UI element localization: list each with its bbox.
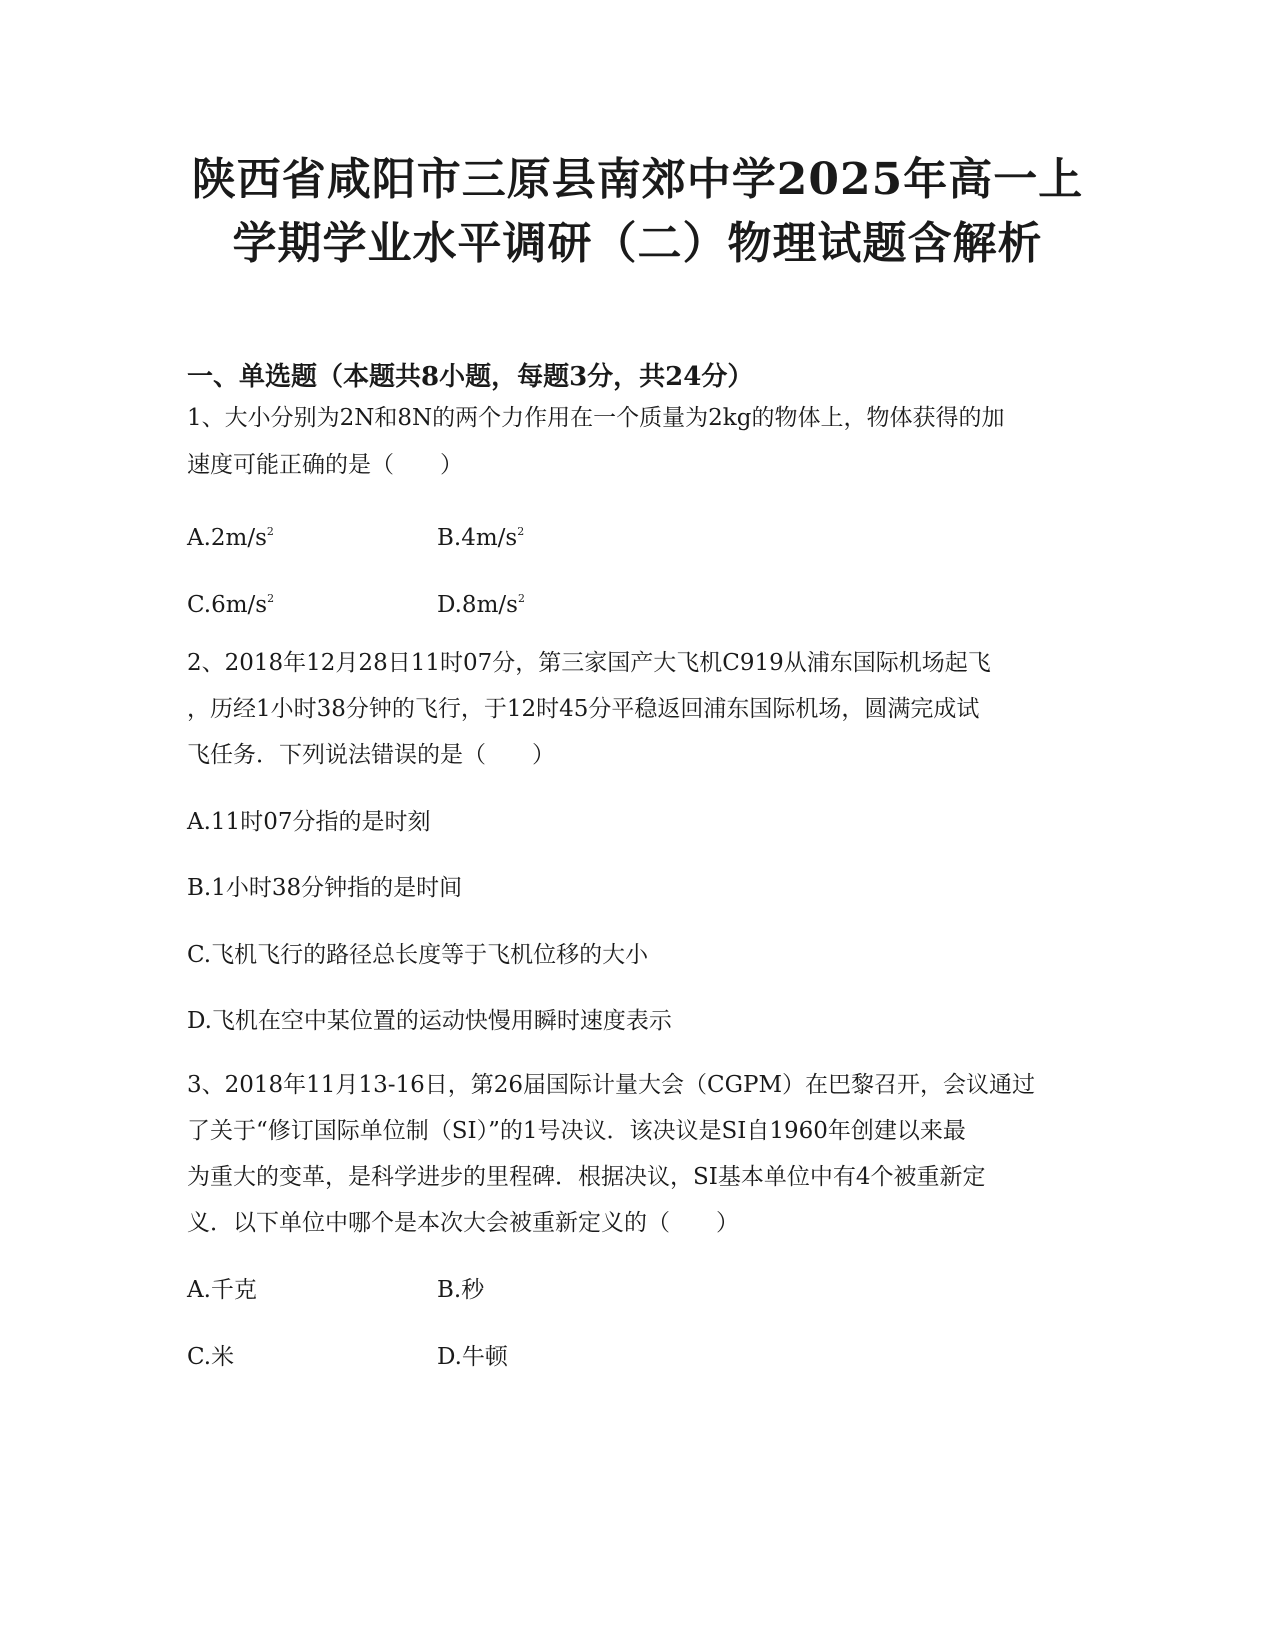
title-line-1: 陕西省咸阳市三原县南郊中学2025年高一上 <box>191 154 1084 205</box>
q2-option-c: C.飞机飞行的路径总长度等于飞机位移的大小 <box>187 942 649 968</box>
q2-stem-line-2: ，历经1小时38分钟的飞行，于12时45分平稳返回浦东国际机场，圆满完成试 <box>187 696 980 722</box>
q3-option-c: C.米 <box>187 1344 235 1370</box>
q3-stem-line-3: 为重大的变革，是科学进步的里程碑．根据决议，SI基本单位中有4个被重新定 <box>187 1164 986 1190</box>
q1-option-b-exp: 2 <box>517 525 525 538</box>
q2-option-b: B.1小时38分钟指的是时间 <box>187 875 463 901</box>
q3-stem-line-4: 义．以下单位中哪个是本次大会被重新定义的（ ） <box>187 1210 739 1236</box>
q2-stem-line-3: 飞任务．下列说法错误的是（ ） <box>187 742 555 768</box>
q1-option-d-text: D.8m/s <box>437 592 518 618</box>
q1-option-a <box>187 517 274 553</box>
q3-stem-line-1: 3、2018年11月13-16日，第26届国际计量大会（CGPM）在巴黎召开，会议通过 <box>187 1072 1036 1098</box>
q1-option-b-text: B.4m/s <box>437 525 518 551</box>
q3-option-b: B.秒 <box>437 1277 485 1303</box>
q1-option-c-exp: 2 <box>267 592 275 605</box>
q3-option-d: D.牛顿 <box>437 1344 508 1370</box>
q1-option-c-text: C.6m/s <box>187 592 268 618</box>
document-title <box>0 148 1275 276</box>
q2-option-d: D.飞机在空中某位置的运动快慢用瞬时速度表示 <box>187 1008 672 1034</box>
q1-option-a-exp: 2 <box>266 525 274 538</box>
q1-option-b <box>437 517 524 553</box>
q3-stem-line-2: 了关于“修订国际单位制（SI）”的1号决议．该决议是SI自1960年创建以来最 <box>187 1118 966 1144</box>
q1-option-d-exp: 2 <box>517 592 525 605</box>
q1-option-a-text: A.2m/s <box>187 525 267 551</box>
q3-option-a: A.千克 <box>187 1277 257 1303</box>
q2-stem-line-1: 2、2018年12月28日11时07分，第三家国产大飞机C919从浦东国际机场起飞 <box>187 650 991 676</box>
q2-option-a: A.11时07分指的是时刻 <box>187 809 431 835</box>
q1-stem-line-1: 1、大小分别为2N和8N的两个力作用在一个质量为2kg的物体上，物体获得的加 <box>187 405 1005 431</box>
q1-stem-line-2: 速度可能正确的是（ ） <box>187 452 463 478</box>
title-line-2: 学期学业水平调研（二）物理试题含解析 <box>232 218 1043 269</box>
section-heading: 一、单选题（本题共8小题，每题3分，共24分） <box>187 362 754 392</box>
q1-option-c <box>187 584 274 620</box>
q1-option-d <box>437 584 525 620</box>
